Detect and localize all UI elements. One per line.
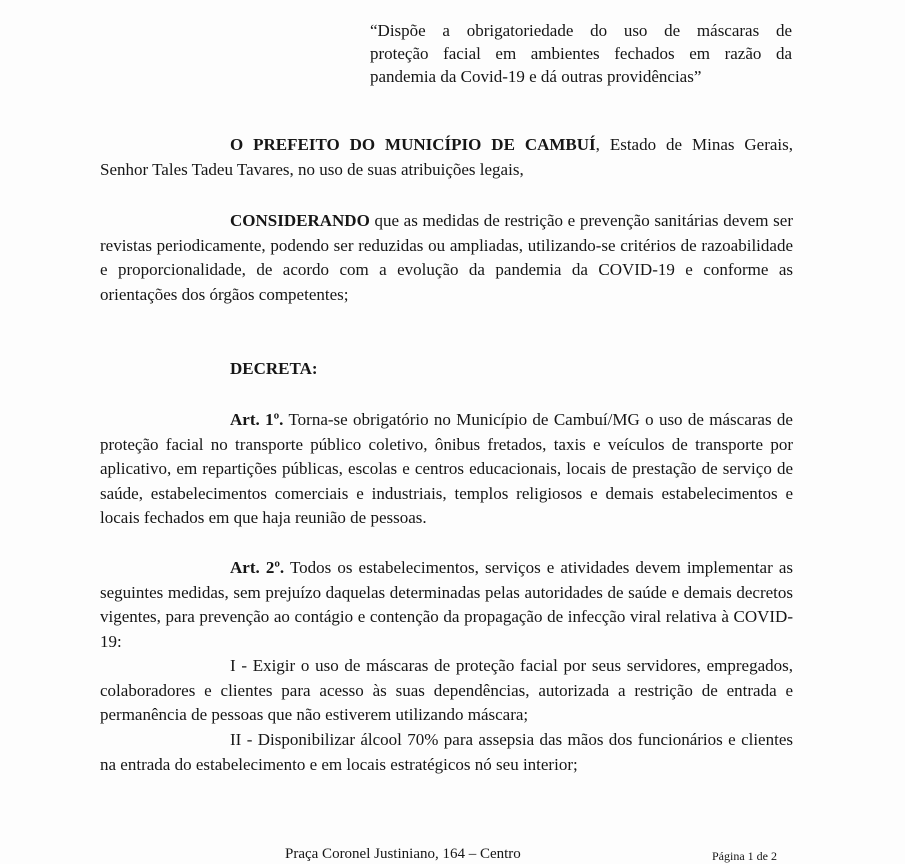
considerando-text: que as medidas de restrição e prevenção sanitárias devem ser revistas periodicamente, podendo ser reduzidas ou ampliadas, utilizando-se critérios de razoabilidade e proporcionalidade, de acordo com a evolução da pandemia da COVID-19 e conforme as orientações dos órgãos competentes; bbox=[100, 211, 793, 304]
decreta-heading: DECRETA: bbox=[230, 359, 318, 378]
article-2-item-2: II - Disponibilizar álcool 70% para assepsia das mãos dos funcionários e clientes na entrada do estabelecimento e em locais estratégicos nó seu interior; bbox=[100, 730, 793, 774]
article-2-label: Art. 2º. bbox=[230, 558, 285, 577]
article-1-label: Art. 1º. bbox=[230, 410, 284, 429]
article-1-text: Torna-se obrigatório no Município de Cambuí/MG o uso de máscaras de proteção facial no transporte público coletivo, ônibus fretados, taxis e veículos de transporte por aplicativo, em repartições públicas, escolas e centros educacionais, locais de prestação de serviço de saúde, estabelecimentos comerciais e industriais, templos religiosos e demais estabelecimentos e locais fechados em que haja reunião de pessoas. bbox=[100, 410, 793, 527]
preamble-text: , Estado de Minas Gerais, Senhor Tales Tadeu Tavares, no uso de suas atribuições legais, bbox=[100, 135, 794, 179]
preamble-paragraph bbox=[100, 133, 793, 182]
ementa-line-2: proteção facial em ambientes fechados em razão da bbox=[370, 44, 792, 63]
ementa-line-3: pandemia da Covid-19 e dá outras providências” bbox=[370, 67, 702, 86]
article-2 bbox=[100, 556, 793, 654]
ementa-line-1: “Dispõe a obrigatoriedade do uso de máscaras de bbox=[370, 21, 792, 40]
preamble-authority: O PREFEITO DO MUNICÍPIO DE CAMBUÍ bbox=[230, 135, 596, 154]
article-1 bbox=[100, 408, 793, 531]
article-2-text: Todos os estabelecimentos, serviços e atividades devem implementar as seguintes medidas, sem prejuízo daquelas determinadas pelas autoridades de saúde e demais decretos vigentes, para prevenção ao contágio e contenção da propagação de infecção viral relativa à COVID-19: bbox=[100, 558, 793, 651]
considerando-paragraph bbox=[100, 209, 793, 307]
footer-address: Praça Coronel Justiniano, 164 – Centro bbox=[285, 846, 521, 862]
considerando-label: CONSIDERANDO bbox=[230, 211, 370, 230]
footer-page-number: Página 1 de 2 bbox=[712, 849, 777, 863]
ementa bbox=[370, 19, 792, 88]
article-2-item-1: I - Exigir o uso de máscaras de proteção facial por seus servidores, empregados, colaboradores e clientes para acesso às suas dependências, autorizada a restrição de entrada e permanência de pessoas que não estiverem utilizando máscara; bbox=[100, 656, 793, 724]
